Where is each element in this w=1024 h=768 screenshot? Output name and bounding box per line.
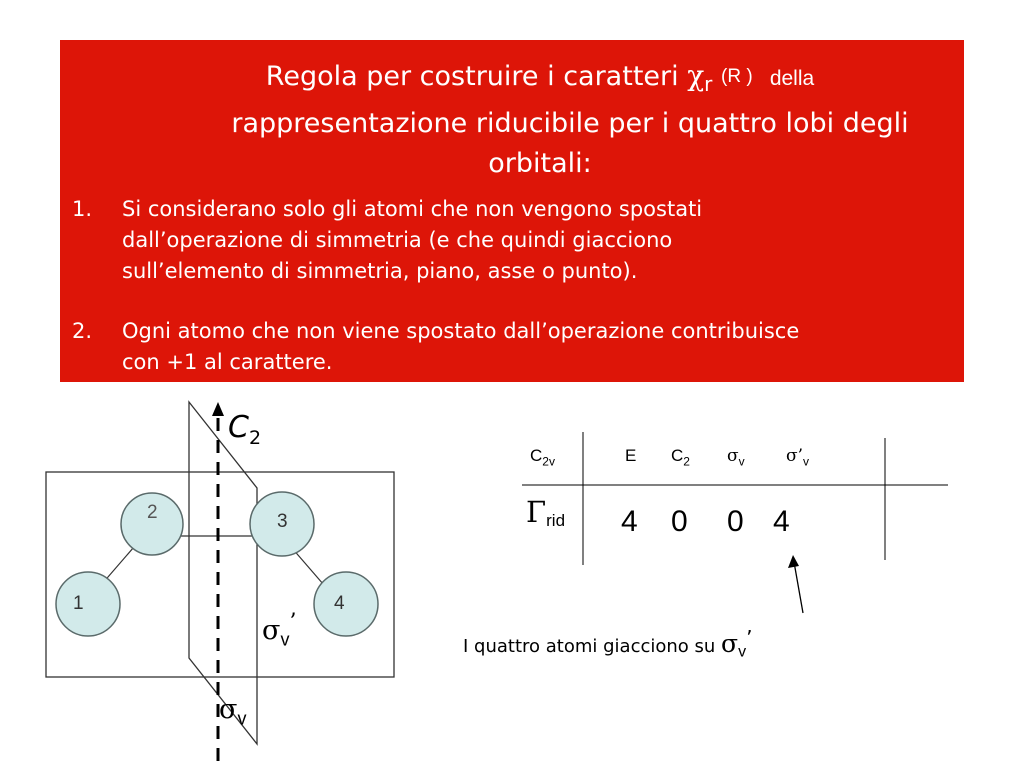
rule-line: Si considerano solo gli atomi che non vengono spostati	[122, 197, 703, 221]
annotation-arrow-head	[788, 555, 799, 568]
annotation-text: I quattro atomi giacciono su $\sigma_v^’$	[463, 626, 753, 661]
rule-line: Ogni atomo che non viene spostato dall’operazione contribuisce	[122, 319, 800, 343]
op-sigma-v: $\sigma_v$	[727, 446, 745, 469]
annotation-arrow-line	[794, 562, 803, 613]
rule-line: dall’operazione di simmetria (e che quindi giacciono	[122, 228, 673, 252]
gamma-rid-label: $\Gamma_{rid}$	[526, 495, 566, 531]
title-line3: orbitali:	[488, 148, 592, 179]
title-line1: Regola per costruire i caratteri	[265, 61, 688, 92]
atom-label-2: 2	[147, 502, 158, 523]
rule-line: con +1 al carattere.	[122, 350, 333, 374]
char-sigma-v-prime: 4	[773, 505, 790, 538]
atom-label-4: 4	[334, 593, 345, 614]
char-e: 4	[621, 505, 638, 538]
atom-label-1: 1	[73, 593, 84, 614]
title-line2: rappresentazione riducibile per i quattro lobi degli	[231, 108, 909, 139]
op-e: E	[625, 446, 637, 465]
chi-subscript: r	[704, 72, 713, 96]
atom-label-3: 3	[277, 511, 288, 532]
rule-number: 1.	[72, 197, 93, 221]
sigma-v-prime-plane	[189, 402, 257, 744]
r-label: (R )	[721, 66, 753, 87]
point-group-label: $C_{2v}$	[530, 446, 555, 469]
c2-axis-label: $C_2$	[228, 410, 262, 449]
rule-line: sull’elemento di simmetria, piano, asse o punto).	[122, 259, 638, 283]
c2-axis-arrow	[212, 402, 224, 416]
sigma-v-prime-label: $\sigma_v^’$	[262, 610, 297, 650]
atom-1	[56, 572, 120, 636]
atom-4	[314, 572, 378, 636]
sigma-v-label: $\sigma_v$	[219, 694, 247, 729]
char-sigma-v: 0	[727, 505, 744, 538]
char-c2: 0	[671, 505, 688, 538]
rule-number: 2.	[72, 319, 93, 343]
title-della: della	[769, 67, 815, 90]
chi-symbol: χ	[687, 59, 705, 92]
op-c2: $C_2$	[671, 446, 690, 469]
op-sigma-v-prime: $\sigma’_v$	[786, 446, 810, 469]
